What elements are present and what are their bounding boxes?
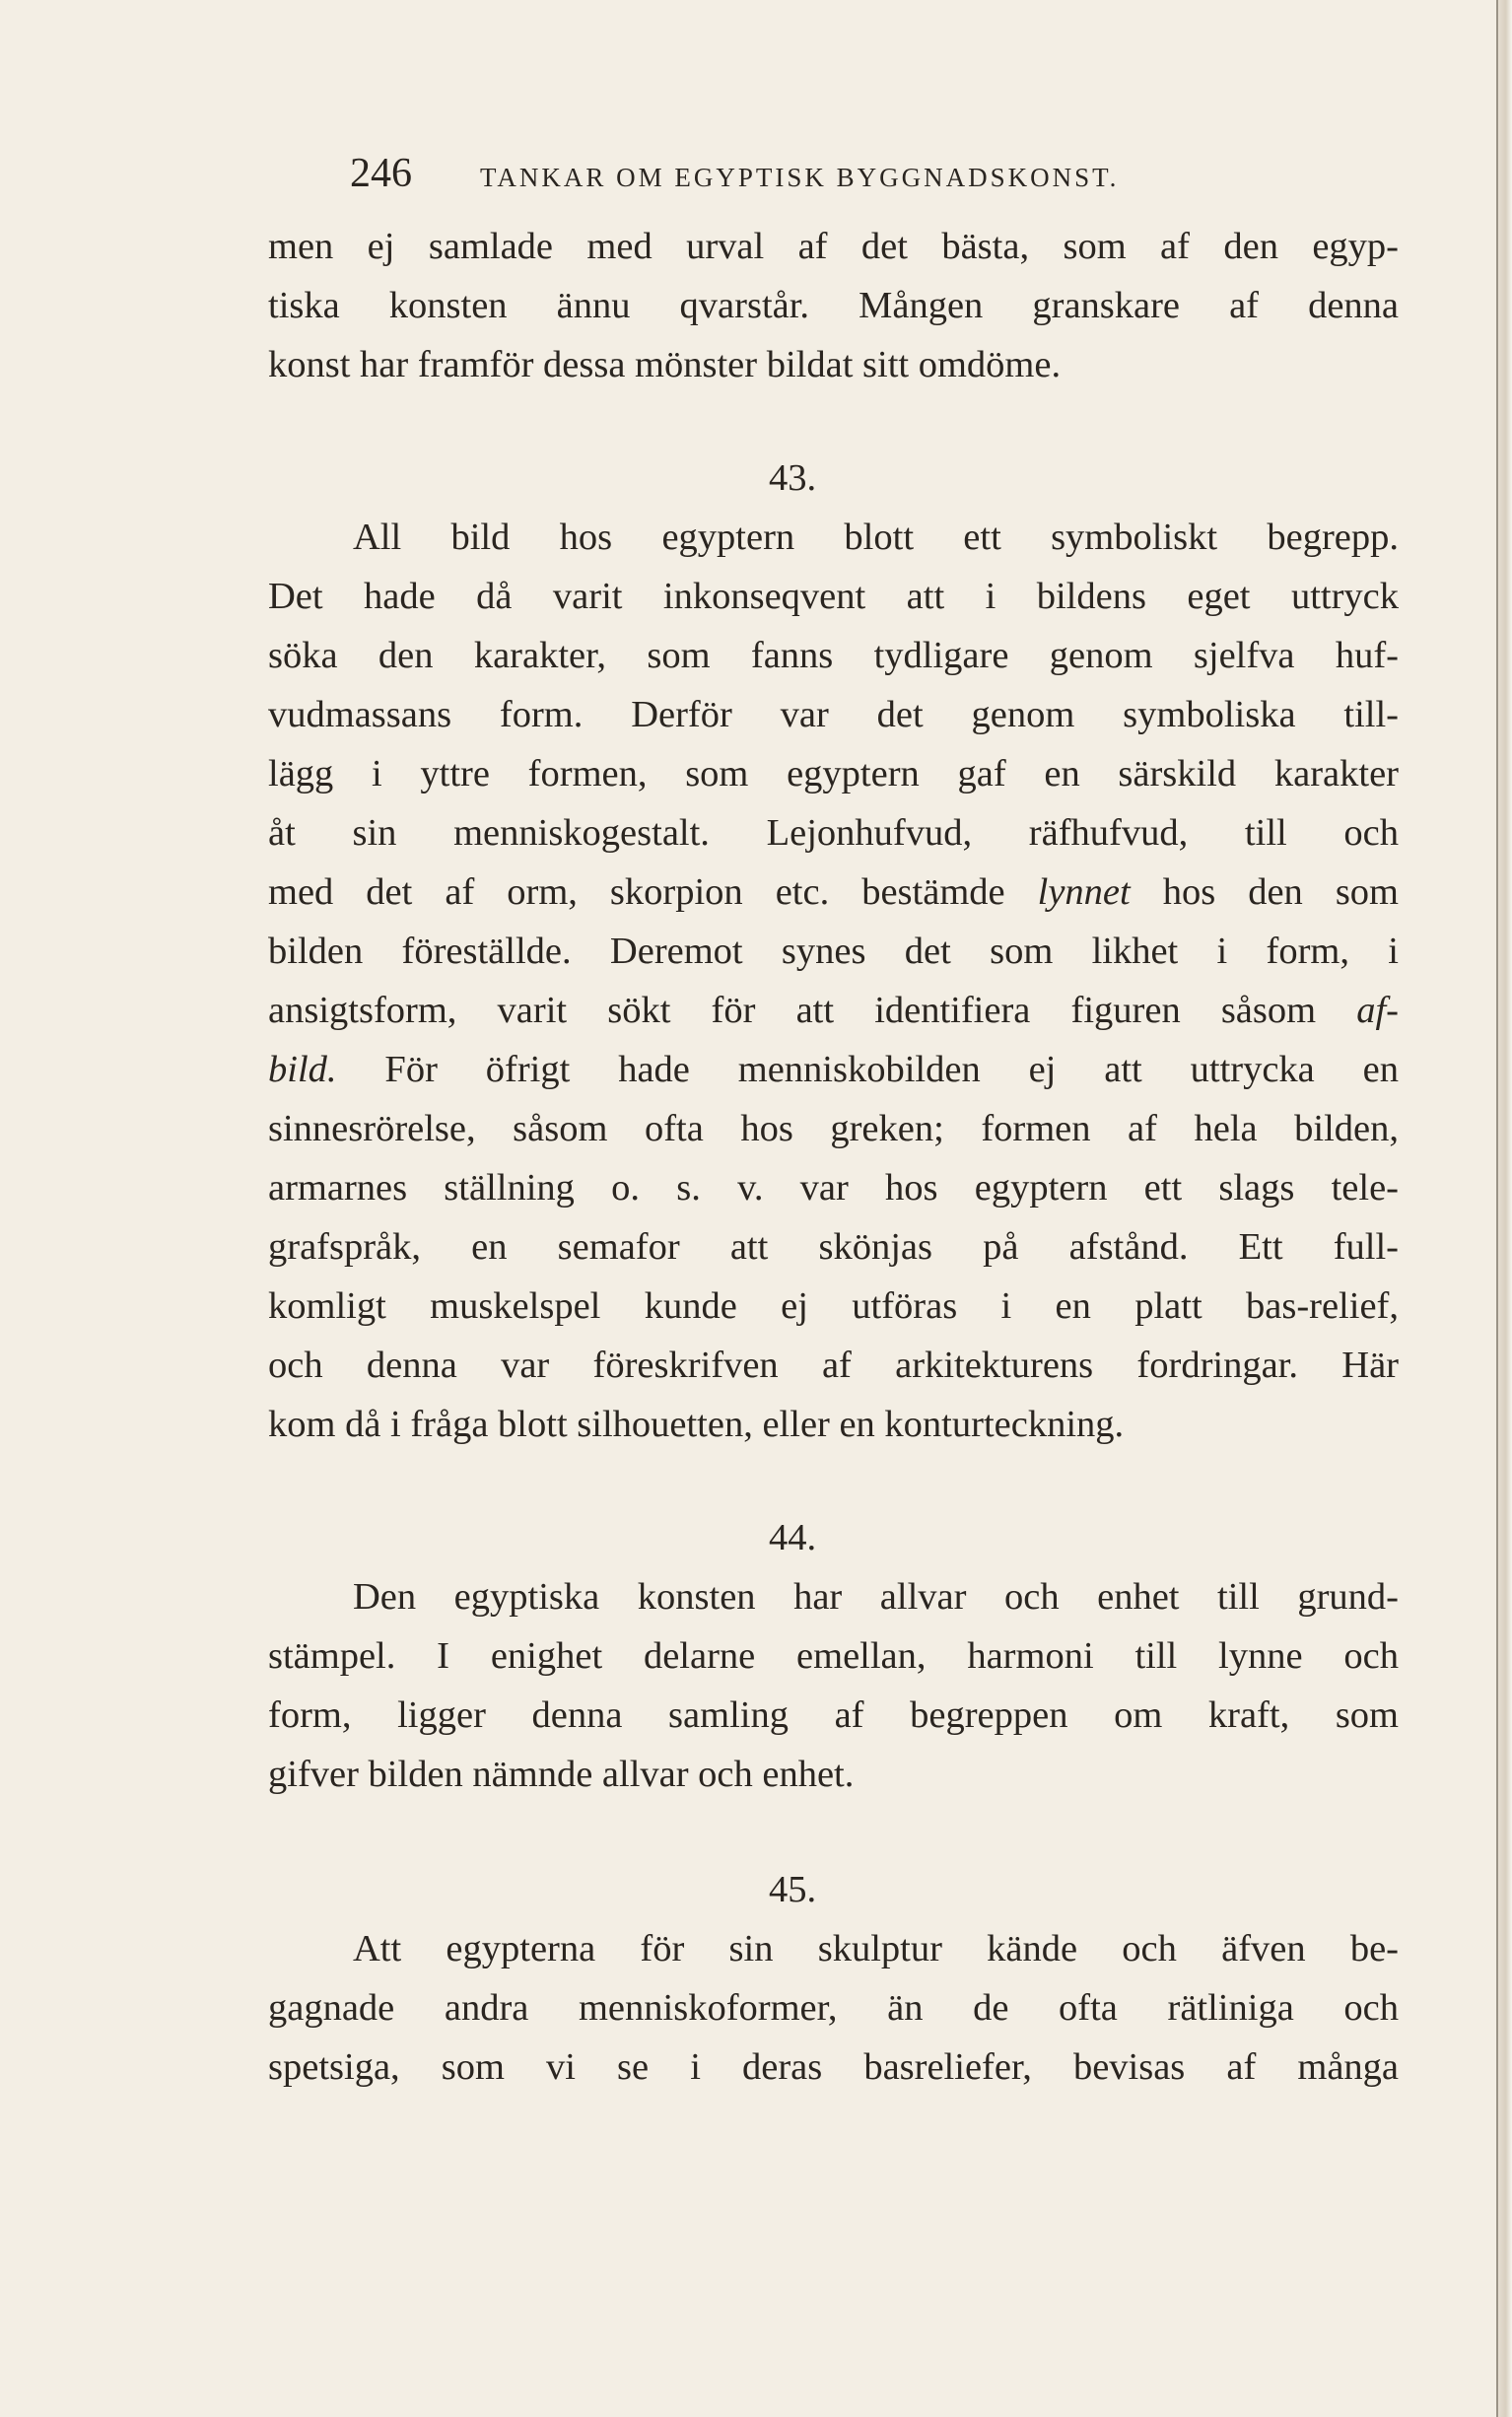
text-line: men ej samlade med urval af det bästa, som af den egyp-: [268, 226, 1399, 267]
text-line: åt sin menniskogestalt. Lejonhufvud, räfhufvud, till och: [268, 812, 1399, 854]
text-line: Att egypterna för sin skulptur kände och äfven be-: [353, 1928, 1399, 1969]
page-edge-shadow: [1496, 0, 1498, 2417]
text-line: [268, 1040, 1399, 1099]
text-line: Den egyptiska konsten har allvar och enhet till grund-: [353, 1576, 1399, 1618]
text-run: ansigtsform, varit sökt för att identifiera figuren såsom: [268, 990, 1357, 1031]
text-line: sinnesrörelse, såsom ofta hos greken; formen af hela bilden,: [268, 1108, 1399, 1149]
section-number: 43.: [769, 457, 817, 499]
text-line: grafspråk, en semafor att skönjas på afstånd. Ett full-: [268, 1226, 1399, 1268]
page-edge: [1496, 0, 1512, 2417]
text-line: [268, 863, 1399, 922]
text-line: [268, 981, 1399, 1040]
text-line: gagnade andra menniskoformer, än de ofta rätliniga och: [268, 1987, 1399, 2029]
running-title: TANKAR OM EGYPTISK BYGGNADSKONST.: [480, 163, 1120, 192]
text-line: Det hade då varit inkonseqvent att i bildens eget uttryck: [268, 576, 1399, 617]
text-line: gifver bilden nämnde allvar och enhet.: [268, 1754, 855, 1795]
text-line: lägg i yttre formen, som egyptern gaf en särskild karakter: [268, 753, 1399, 794]
text-run: hos den som: [1130, 871, 1399, 913]
text-line: stämpel. I enighet delarne emellan, harmoni till lynne och: [268, 1635, 1399, 1677]
text-line: form, ligger denna samling af begreppen om kraft, som: [268, 1694, 1399, 1736]
text-line: kom då i fråga blott silhouetten, eller en konturteckning.: [268, 1404, 1125, 1445]
text-line: tiska konsten ännu qvarstår. Mången granskare af denna: [268, 285, 1399, 326]
page-number: 246: [350, 151, 412, 196]
text-line: vudmassans form. Derför var det genom symboliska till-: [268, 694, 1399, 735]
italic-word: af-: [1356, 990, 1399, 1031]
running-head: [350, 150, 1198, 205]
text-line: spetsiga, som vi se i deras basreliefer, bevisas af många: [268, 2046, 1399, 2088]
text-run: med det af orm, skorpion etc. bestämde: [268, 871, 1038, 913]
italic-word: bild.: [268, 1049, 337, 1090]
text-line: och denna var föreskrifven af arkitekturens fordringar. Här: [268, 1345, 1399, 1386]
section-number: 44.: [769, 1517, 817, 1558]
text-line: All bild hos egyptern blott ett symboliskt begrepp.: [353, 517, 1399, 558]
text-line: konst har framför dessa mönster bildat sitt omdöme.: [268, 344, 1062, 385]
section-number: 45.: [769, 1869, 817, 1910]
text-line: armarnes ställning o. s. v. var hos egyptern ett slags tele-: [268, 1167, 1399, 1208]
text-line: söka den karakter, som fanns tydligare genom sjelfva huf-: [268, 635, 1399, 676]
italic-word: lynnet: [1037, 871, 1131, 913]
text-line: bilden föreställde. Deremot synes det som likhet i form, i: [268, 931, 1399, 972]
text-run: För öfrigt hade menniskobilden ej att uttrycka en: [336, 1049, 1399, 1090]
text-line: komligt muskelspel kunde ej utföras i en platt bas-relief,: [268, 1285, 1399, 1327]
